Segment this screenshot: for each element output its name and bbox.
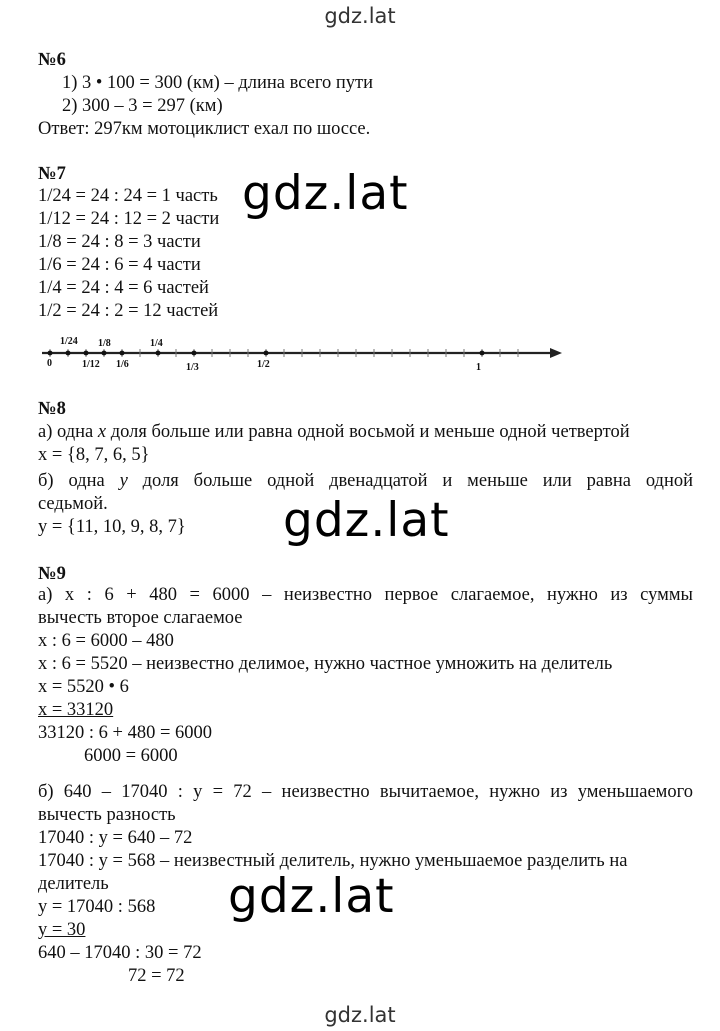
watermark-top: gdz.lat	[324, 4, 396, 28]
label-above-1-4: 1/4	[150, 338, 163, 349]
point-1-4	[156, 351, 161, 356]
task-8-title: №8	[38, 399, 66, 419]
label-above-1-24: 1/24	[60, 336, 78, 347]
task-8-a-set: x = {8, 7, 6, 5}	[38, 445, 150, 465]
task-9-b-result: y = 30	[38, 920, 86, 940]
task-7-line-1: 1/24 = 24 : 24 = 1 часть	[38, 186, 218, 206]
point-1-8	[102, 351, 107, 356]
watermark-bottom: gdz.lat	[324, 1003, 396, 1027]
label-below-0: 0	[47, 358, 52, 369]
task-9-a-line-4: x : 6 = 5520 – неизвестно делимое, нужно частное умножить на делитель	[38, 654, 613, 674]
point-1-24	[66, 351, 71, 356]
task-8-b-prefix: б) одна	[38, 471, 120, 491]
watermark-big-1: gdz.lat	[242, 166, 409, 221]
task-8-b-variable: y	[119, 471, 128, 491]
task-8-a-text: доля больше или равна одной восьмой и меньше одной четвертой	[106, 422, 630, 442]
task-7-line-4: 1/6 = 24 : 6 = 4 части	[38, 255, 201, 275]
task-7-line-3: 1/8 = 24 : 8 = 3 части	[38, 232, 201, 252]
task-9-b-line-2: вычесть разность	[38, 805, 176, 825]
point-1-12	[84, 351, 89, 356]
point-1-6	[120, 351, 125, 356]
task-8-b-continuation: седьмой.	[38, 494, 108, 514]
task-9-title: №9	[38, 564, 66, 584]
task-9-a-line-2: вычесть второе слагаемое	[38, 608, 243, 628]
task-7-line-6: 1/2 = 24 : 2 = 12 частей	[38, 301, 219, 321]
task-9-a-line-5: x = 5520 • 6	[38, 677, 129, 697]
task-9-b-line-4: 17040 : y = 568 – неизвестный делитель, нужно уменьшаемое разделить на	[38, 851, 628, 871]
label-above-1-8: 1/8	[98, 338, 111, 349]
label-below-1-3: 1/3	[186, 362, 199, 373]
task-8-a-line	[38, 421, 630, 443]
task-9-b-check-result: 72 = 72	[128, 966, 185, 986]
number-line	[38, 332, 568, 374]
task-9-b-check: 640 – 17040 : 30 = 72	[38, 943, 202, 963]
task-8-a-variable: x	[97, 422, 107, 442]
label-below-1-2: 1/2	[257, 359, 270, 370]
point-1-2	[264, 351, 269, 356]
watermark-big-3: gdz.lat	[228, 869, 395, 924]
task-9-a-check-result: 6000 = 6000	[84, 746, 178, 766]
task-7-line-2: 1/12 = 24 : 12 = 2 части	[38, 209, 220, 229]
label-below-1-12: 1/12	[82, 359, 100, 370]
task-9-a-line-1: а) x : 6 + 480 = 6000 – неизвестно первое слагаемое, нужно из суммы	[38, 585, 693, 605]
task-9-a-result: x = 33120	[38, 700, 114, 720]
task-6-title: №6	[38, 50, 66, 70]
task-8-b-text: доля больше одной двенадцатой и меньше или равна одной	[127, 471, 693, 491]
task-7-line-5: 1/4 = 24 : 4 = 6 частей	[38, 278, 209, 298]
task-6-answer: Ответ: 297км мотоциклист ехал по шоссе.	[38, 119, 371, 139]
task-6-line-1: 1) 3 • 100 = 300 (км) – длина всего пути	[62, 73, 374, 93]
task-9-a-check: 33120 : 6 + 480 = 6000	[38, 723, 213, 743]
task-8-a-prefix: а) одна	[38, 422, 98, 442]
task-6-line-2: 2) 300 – 3 = 297 (км)	[62, 96, 223, 116]
point-1	[480, 351, 485, 356]
task-9-a-line-3: x : 6 = 6000 – 480	[38, 631, 174, 651]
label-below-1: 1	[476, 362, 481, 373]
task-8-b-line	[38, 470, 693, 492]
watermark-big-2: gdz.lat	[283, 493, 450, 548]
task-9-b-line-1: б) 640 – 17040 : y = 72 – неизвестно вычитаемое, нужно из уменьшаемого	[38, 782, 693, 802]
task-7-title: №7	[38, 164, 66, 184]
label-below-1-6: 1/6	[116, 359, 129, 370]
task-8-b-set: y = {11, 10, 9, 8, 7}	[38, 517, 186, 537]
task-9-b-line-6: y = 17040 : 568	[38, 897, 156, 917]
task-9-b-line-5: делитель	[38, 874, 109, 894]
task-9-b-line-3: 17040 : y = 640 – 72	[38, 828, 193, 848]
point-1-3	[192, 351, 197, 356]
point-0	[48, 351, 53, 356]
